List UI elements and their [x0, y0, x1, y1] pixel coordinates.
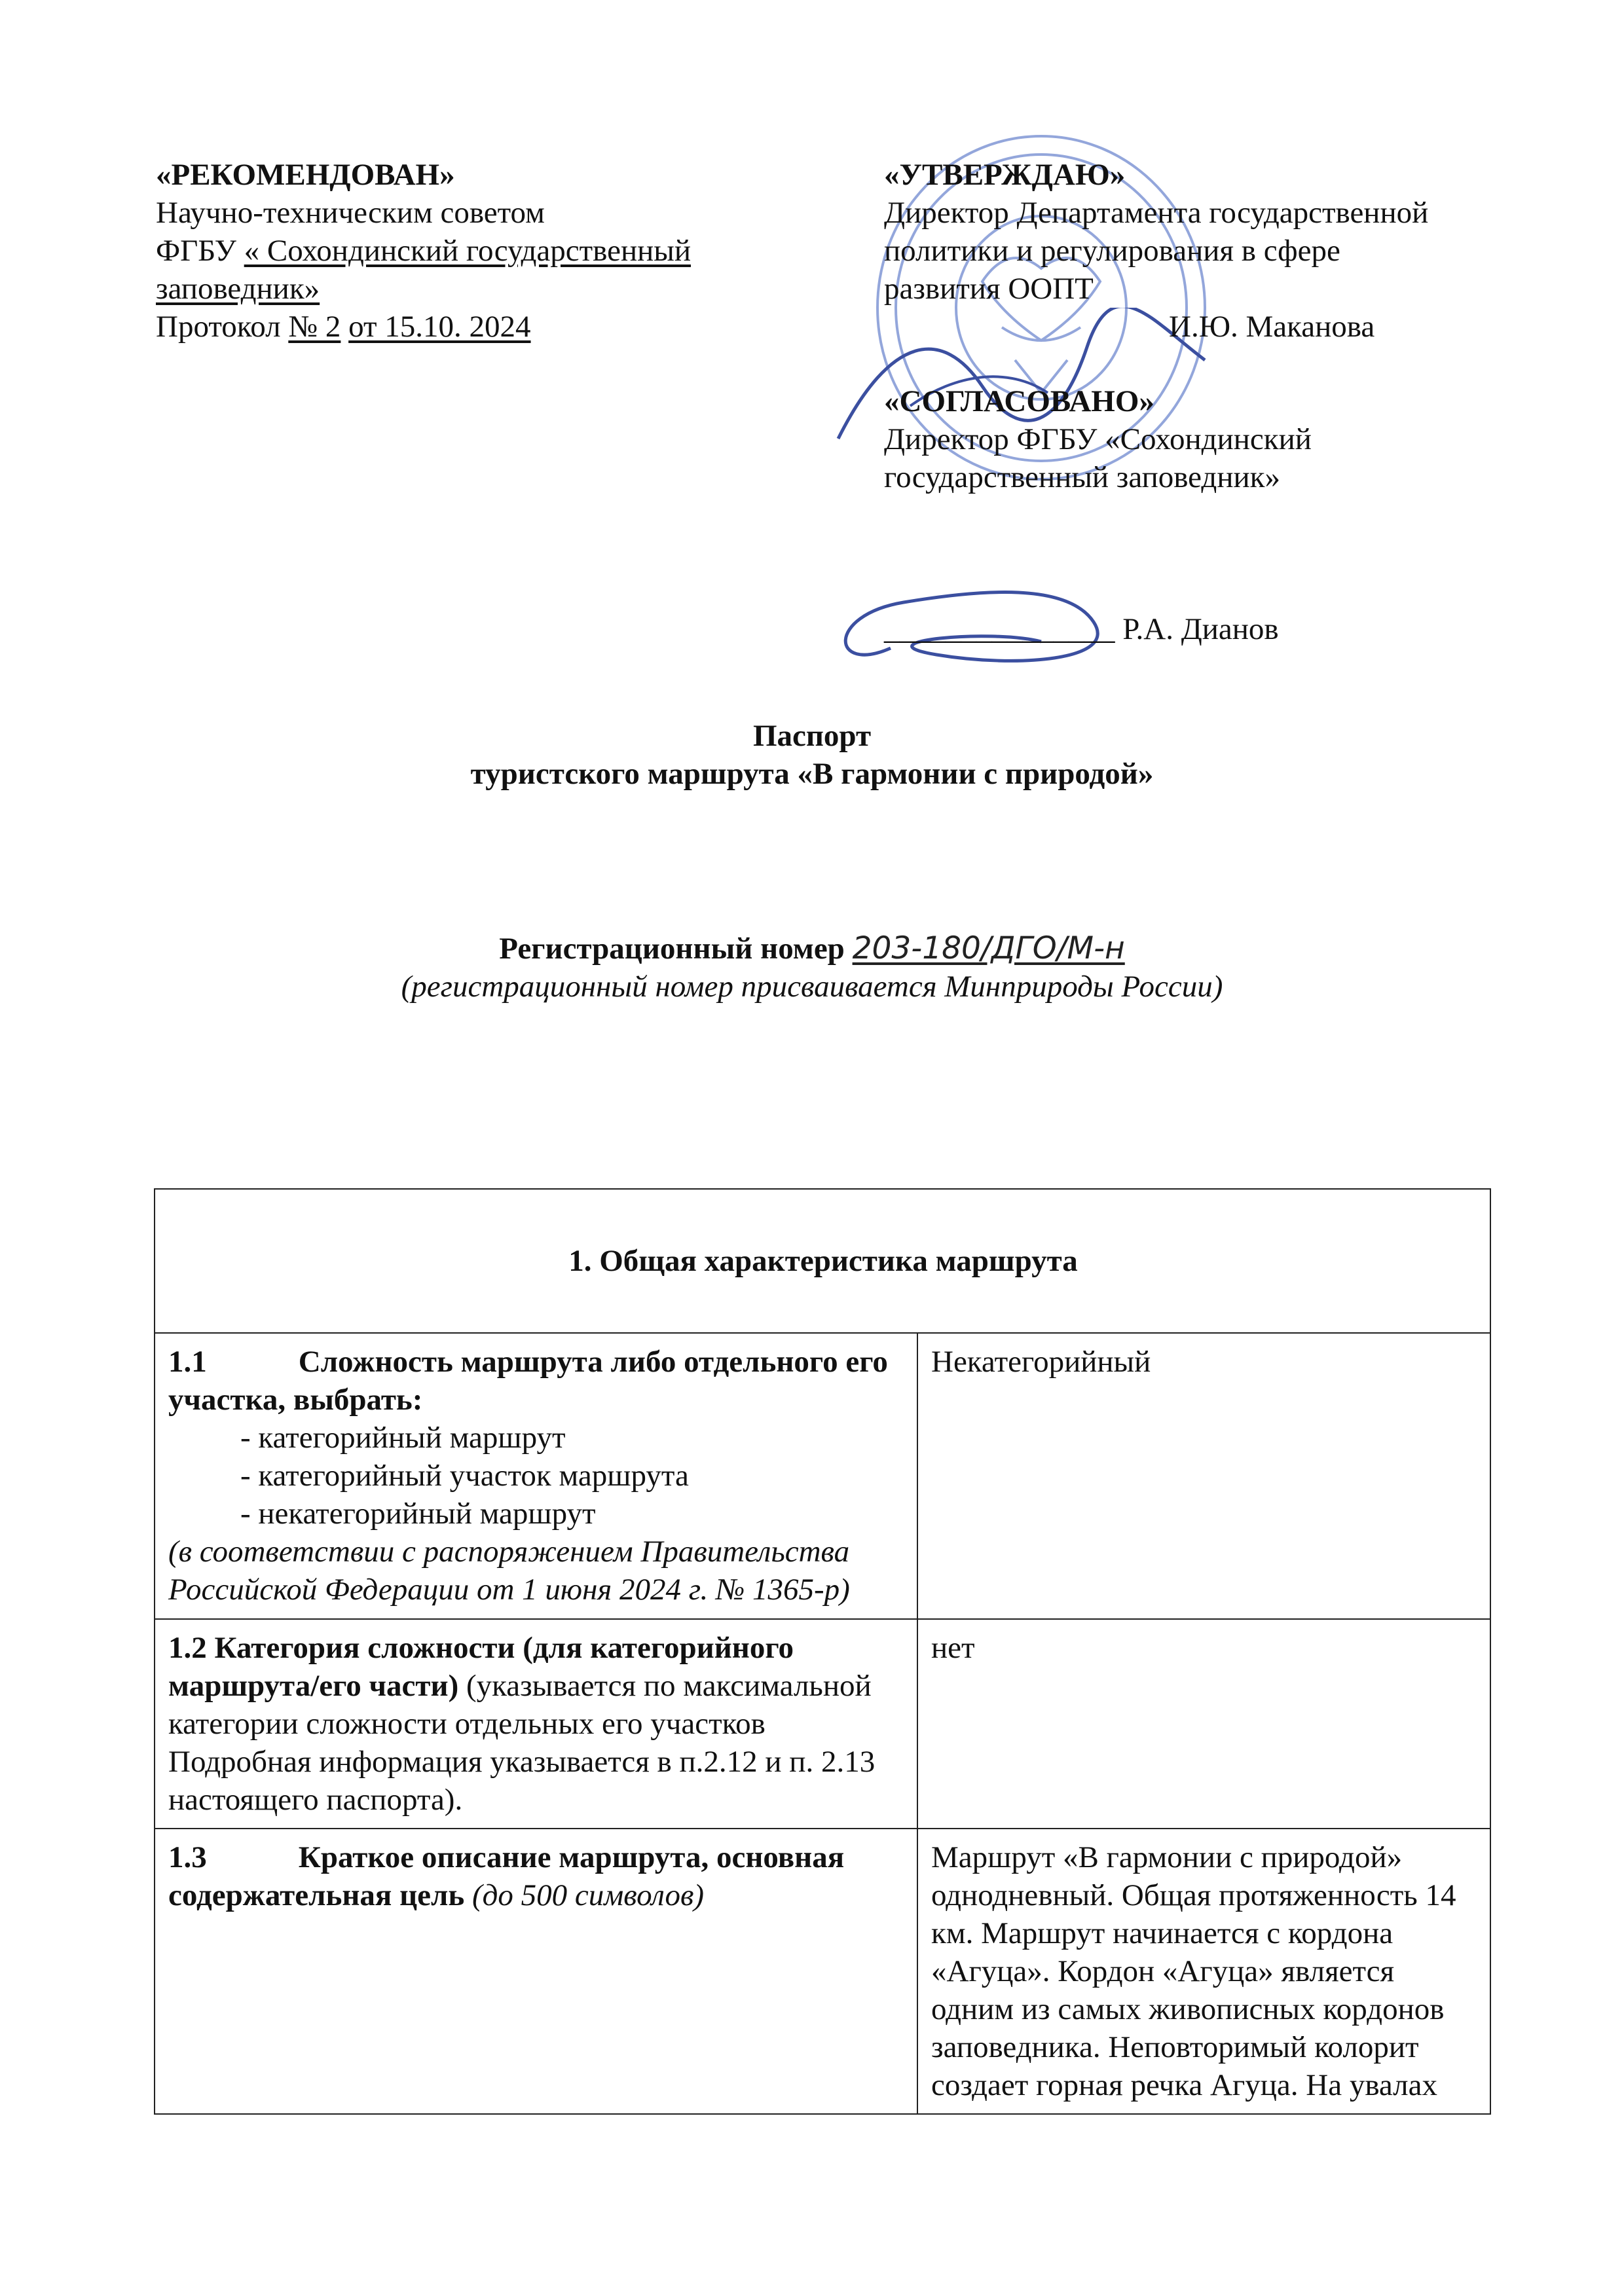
row-1-3-label — [155, 1829, 917, 2114]
approved-line3: развития ООПТ — [884, 272, 1094, 306]
row-1-3-value: Маршрут «В гармонии с природой» однодневный. Общая протяженность 14 км. Маршрут начинается с кордона «Агуца». Кордон «Агуца» является одним из самых живописных кордонов заповедника. Неповторимый колорит создает горная речка Агуца. На увалах — [917, 1829, 1490, 2114]
approved-title: «УТВЕРЖДАЮ» — [884, 158, 1126, 192]
row-label-bold: Сложность маршрута либо отдельного его участка, выбрать: — [168, 1345, 888, 1417]
row-num: 1.1 — [168, 1345, 207, 1379]
recommended-line2: ФГБУ « Сохондинский государственный — [156, 234, 691, 268]
protocol-line: Протокол № 2 от 15.10. 2024 — [156, 310, 531, 344]
row-note: (в соответствии с распоряжением Правительства Российской Федерации от 1 июня 2024 г. № 1365-р) — [168, 1535, 850, 1607]
row-1-1-label — [155, 1333, 917, 1619]
table-row — [155, 1333, 1490, 1619]
title-line1: Паспорт — [752, 719, 872, 753]
recommended-line1: Научно-техническим советом — [156, 196, 545, 230]
row-num: 1.3 — [168, 1840, 207, 1874]
registration-line — [0, 930, 1624, 968]
row-1-1-value: Некатегорийный — [917, 1333, 1490, 1619]
recommended-title: «РЕКОМЕНДОВАН» — [156, 158, 455, 192]
agreed-title: «СОГЛАСОВАНО» — [884, 384, 1154, 418]
row-label-italic: (до 500 символов) — [464, 1878, 705, 1912]
table-row — [155, 1829, 1490, 2114]
recommended-block — [156, 156, 811, 346]
row-1-2-value: нет — [917, 1619, 1490, 1829]
recommended-line3: заповедник» — [156, 272, 320, 306]
document-title — [0, 717, 1624, 793]
agreed-line2: государственный заповедник» — [884, 460, 1280, 494]
approved-signer: И.Ю. Маканова — [1169, 310, 1375, 344]
registration-label: Регистрационный номер — [499, 932, 845, 966]
agreed-line1: Директор ФГБУ «Сохондинский — [884, 422, 1312, 456]
table-row — [155, 1619, 1490, 1829]
approved-line1: Директор Департамента государственной — [884, 196, 1429, 230]
table-section-header — [155, 1189, 1490, 1333]
row-num: 1.2 — [168, 1631, 207, 1665]
row-label-bold: Краткое описание маршрута, основная содержательная цель — [168, 1840, 845, 1912]
row-1-2-label — [155, 1619, 917, 1829]
approved-line2: политики и регулирования в сфере — [884, 234, 1340, 268]
title-line2: туристского маршрута «В гармонии с природой» — [470, 757, 1154, 791]
registration-block — [0, 930, 1624, 1006]
route-characteristics-table — [154, 1188, 1491, 2115]
registration-note: (регистрационный номер присваивается Минприроды России) — [401, 970, 1223, 1004]
row-label-bold: Категория сложности (для категорийного маршрута/его части) — [168, 1631, 794, 1703]
approved-block — [884, 156, 1513, 648]
registration-number: 203-180/ДГО/М-н — [852, 930, 1125, 966]
agreed-signer: _______________ Р.А. Дианов — [884, 612, 1279, 646]
option-item: - некатегорийный маршрут — [240, 1497, 596, 1531]
option-item: - категорийный маршрут — [240, 1421, 566, 1455]
row-label-rest: (указывается по максимальной категории сложности отдельных его участков Подробная информация указывается в п.2.12 и п. 2.13 настоящего паспорта). — [168, 1669, 876, 1817]
section-title: 1. Общая характеристика маршрута — [155, 1189, 1490, 1333]
option-item: - категорийный участок маршрута — [240, 1459, 689, 1493]
